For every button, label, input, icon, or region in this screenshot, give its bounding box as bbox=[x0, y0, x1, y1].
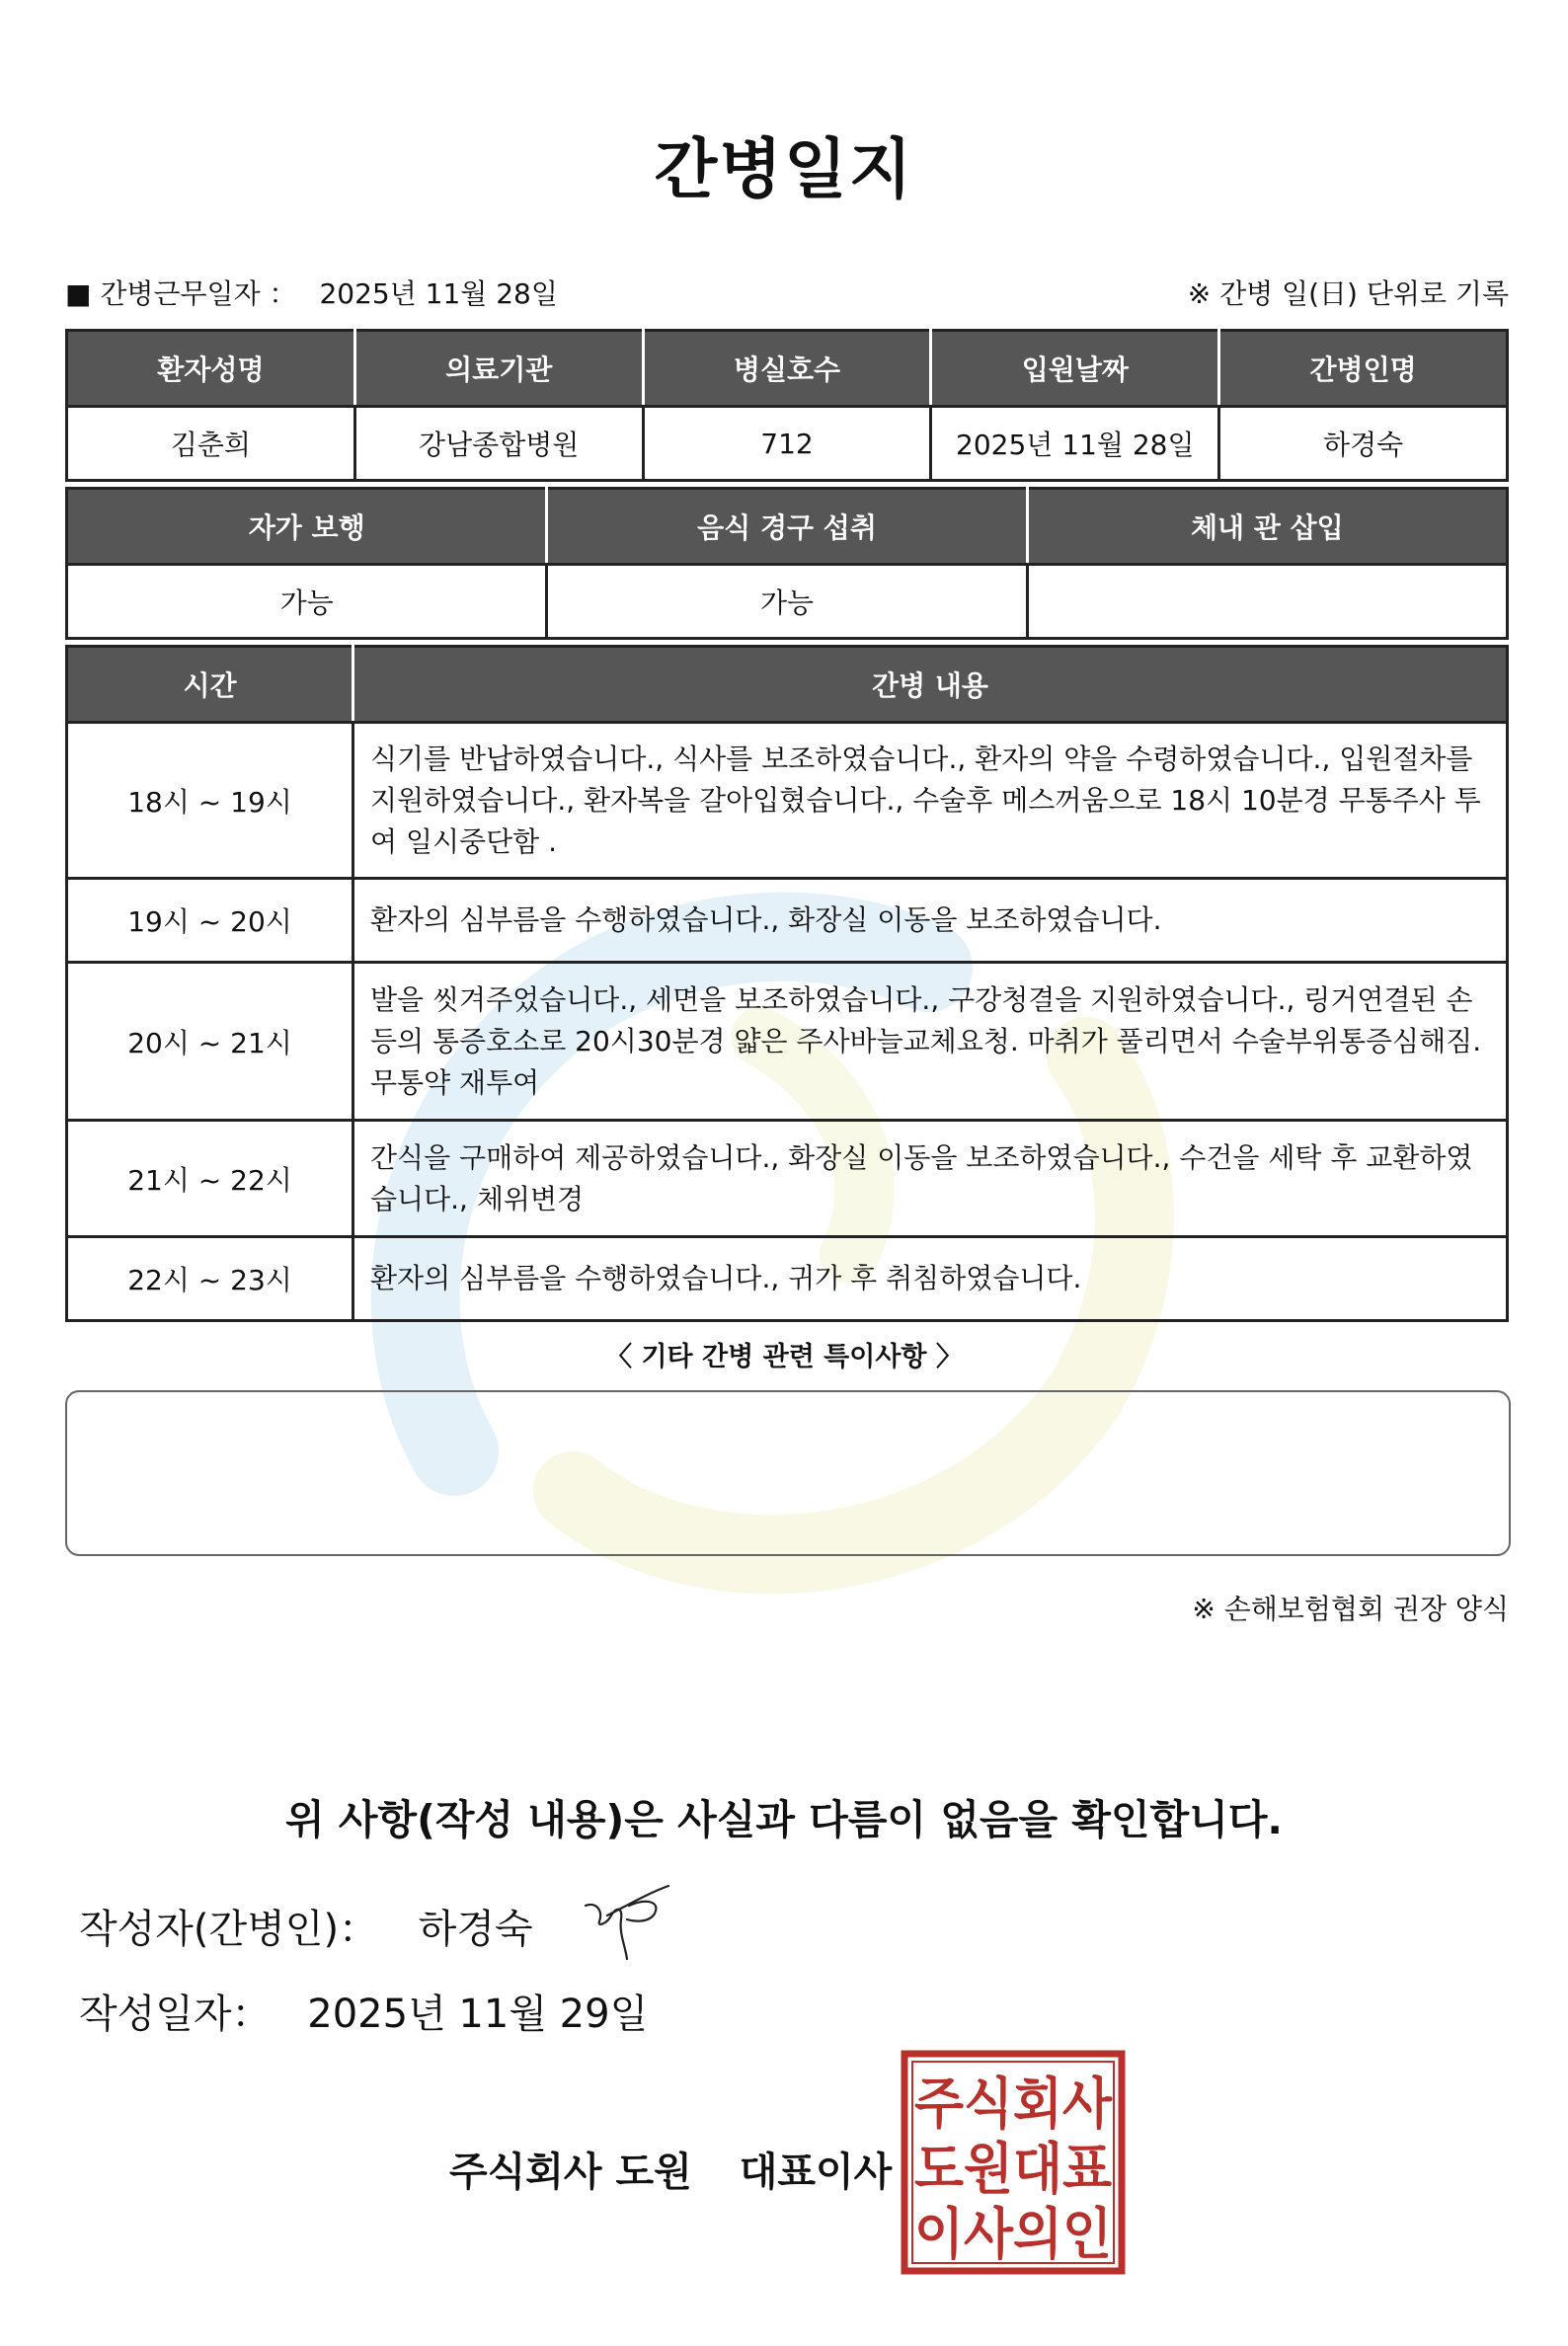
table-row bbox=[67, 723, 1508, 879]
log-time: 19시 ~ 20시 bbox=[67, 879, 353, 963]
log-content: 간식을 구매하여 제공하였습니다., 화장실 이동을 보조하였습니다., 수건을 세탁 후 교환하였습니다., 체위변경 bbox=[353, 1121, 1508, 1237]
tube-insertion-status bbox=[1027, 565, 1507, 639]
svg-text:주식회사: 주식회사 bbox=[914, 2072, 1113, 2137]
log-content: 식기를 반납하였습니다., 식사를 보조하였습니다., 환자의 약을 수령하였습니다., 입원절차를 지원하였습니다., 환자복을 갈아입혔습니다., 수술후 메스꺼움으로 18시 10분경 무통주사 투여 일시중단함 . bbox=[353, 723, 1508, 879]
table-row bbox=[67, 879, 1508, 963]
patient-header-cell: 환자성명 bbox=[67, 331, 355, 407]
unit-note: ※ 간병 일(日) 단위로 기록 bbox=[1187, 277, 1509, 310]
patient-name: 김춘희 bbox=[67, 407, 355, 481]
log-header-row bbox=[67, 647, 1508, 723]
work-date bbox=[65, 273, 558, 312]
care-log-table bbox=[65, 645, 1509, 1322]
room-number: 712 bbox=[643, 407, 931, 481]
company-seal-stamp bbox=[901, 2050, 1126, 2275]
walking-status: 가능 bbox=[67, 565, 547, 639]
confirm-statement: 위 사항(작성 내용)은 사실과 다름이 없음을 확인합니다. bbox=[284, 1796, 1284, 1843]
admission-date: 2025년 11월 28일 bbox=[931, 407, 1219, 481]
status-value-row bbox=[67, 565, 1508, 639]
log-content: 발을 씻겨주었습니다., 세면을 보조하였습니다., 구강청결을 지원하였습니다., 링거연결된 손등의 통증호소로 20시30분경 얇은 주사바늘교체요청. 마취가 풀리면서 수술부위통증심해짐. 무통약 재투여 bbox=[353, 963, 1508, 1121]
table-row bbox=[67, 963, 1508, 1121]
patient-header-cell: 의료기관 bbox=[354, 331, 643, 407]
patient-table bbox=[65, 329, 1509, 482]
oral-intake-status: 가능 bbox=[547, 565, 1027, 639]
status-header-cell: 음식 경구 섭취 bbox=[547, 489, 1027, 565]
log-content: 환자의 심부름을 수행하였습니다., 귀가 후 취침하였습니다. bbox=[353, 1237, 1508, 1321]
table-row bbox=[67, 1237, 1508, 1321]
written-date-line bbox=[79, 1983, 648, 2039]
status-table bbox=[65, 487, 1509, 640]
notes-content bbox=[67, 1392, 1509, 1420]
work-date-value: 2025년 11월 28일 bbox=[319, 277, 558, 310]
writer-label: 작성자(간병인)： bbox=[79, 1907, 379, 1952]
patient-header-cell: 입원날짜 bbox=[931, 331, 1219, 407]
log-time: 20시 ~ 21시 bbox=[67, 963, 353, 1121]
work-date-label: ■ 간병근무일자 ： bbox=[65, 277, 297, 310]
log-header-time: 시간 bbox=[67, 647, 353, 723]
written-date-value: 2025년 11월 29일 bbox=[307, 1992, 649, 2037]
hospital-name: 강남종합병원 bbox=[354, 407, 643, 481]
patient-header-cell: 간병인명 bbox=[1219, 331, 1508, 407]
status-header-cell: 체내 관 삽입 bbox=[1027, 489, 1507, 565]
signature-image bbox=[578, 1876, 676, 1965]
log-content: 환자의 심부름을 수행하였습니다., 화장실 이동을 보조하였습니다. bbox=[353, 879, 1508, 963]
log-time: 22시 ~ 23시 bbox=[67, 1237, 353, 1321]
patient-header-cell: 병실호수 bbox=[643, 331, 931, 407]
log-time: 18시 ~ 19시 bbox=[67, 723, 353, 879]
caregiver-name: 하경숙 bbox=[1219, 407, 1508, 481]
patient-value-row bbox=[67, 407, 1508, 481]
written-date-label: 작성일자： bbox=[79, 1992, 272, 2037]
meta-row bbox=[65, 273, 1509, 312]
recommend-note: ※ 손해보험협회 권장 양식 bbox=[1192, 1593, 1509, 1625]
writer-line bbox=[79, 1898, 533, 1954]
log-time: 21시 ~ 22시 bbox=[67, 1121, 353, 1237]
notes-title: 〈 기타 간병 관련 특이사항 〉 bbox=[605, 1342, 963, 1372]
status-header-row bbox=[67, 489, 1508, 565]
status-header-cell: 자가 보행 bbox=[67, 489, 547, 565]
company-rep: 대표이사 bbox=[739, 2150, 893, 2195]
svg-text:이사의인: 이사의인 bbox=[914, 2203, 1112, 2267]
company-name: 주식회사 도원 bbox=[449, 2150, 692, 2195]
svg-text:도원대표: 도원대표 bbox=[914, 2138, 1112, 2202]
writer-name: 하경숙 bbox=[418, 1907, 533, 1952]
log-header-content: 간병 내용 bbox=[353, 647, 1508, 723]
notes-box bbox=[65, 1390, 1511, 1556]
patient-header-row bbox=[67, 331, 1508, 407]
table-row bbox=[67, 1121, 1508, 1237]
page-title: 간병일지 bbox=[654, 131, 914, 207]
company-line bbox=[449, 2141, 892, 2197]
